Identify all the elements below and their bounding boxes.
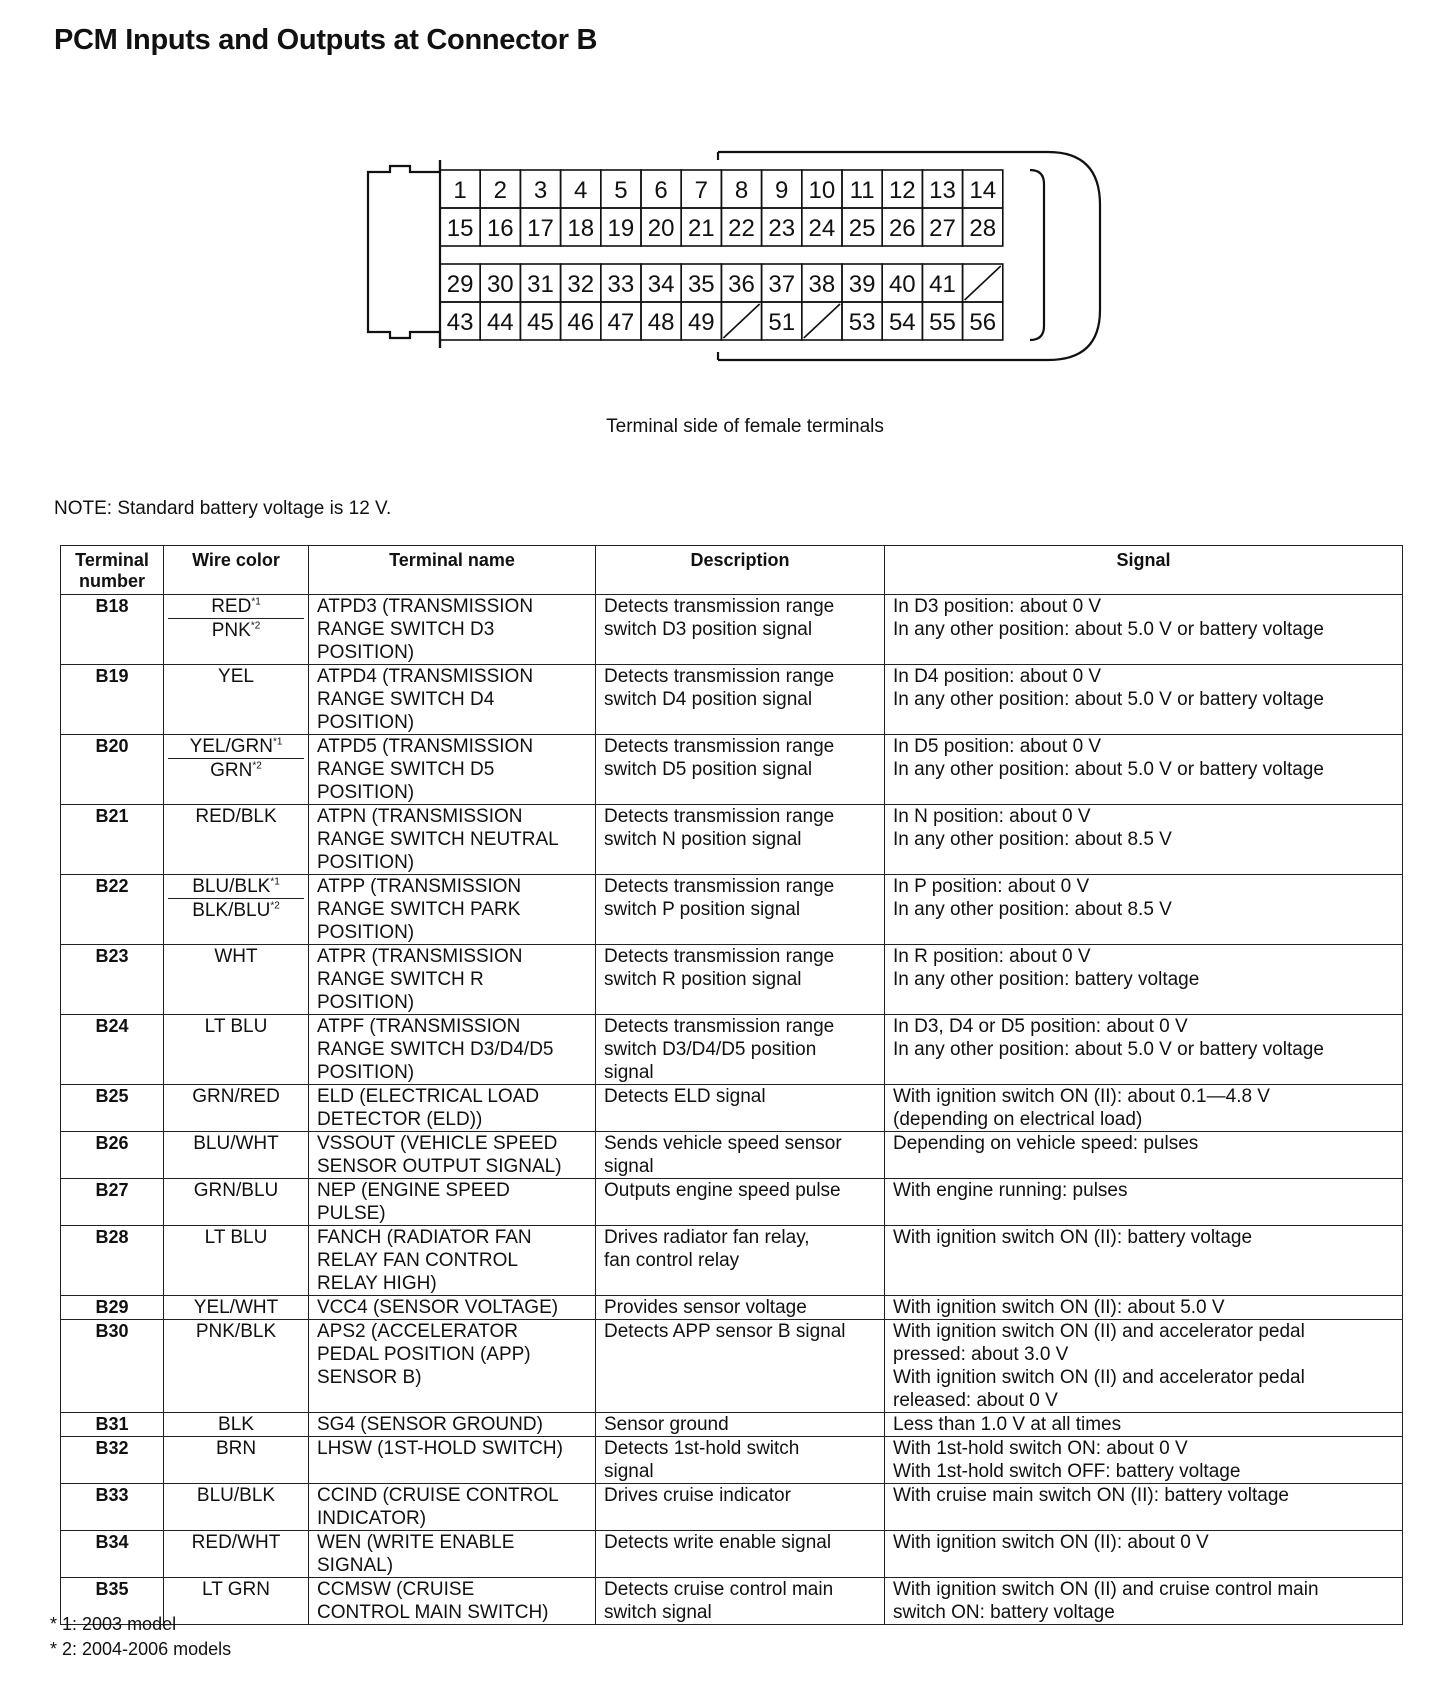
connector-pin-number: 54 (888, 309, 916, 336)
terminal-number-cell: B25 (61, 1085, 164, 1132)
connector-pin-number: 12 (888, 177, 916, 204)
description-cell: Detects 1st-hold switch signal (596, 1437, 885, 1484)
signal-cell: With ignition switch ON (II): about 0 V (885, 1531, 1403, 1578)
description-cell: Detects transmission range switch D4 position signal (596, 665, 885, 735)
table-row (61, 1179, 1403, 1226)
connector-pin-number: 53 (848, 309, 876, 336)
wire-color-value: LT GRN (202, 1579, 270, 1600)
wire-color-cell (164, 1484, 309, 1531)
description-cell: Detects write enable signal (596, 1531, 885, 1578)
description-cell: Detects cruise control main switch signal (596, 1578, 885, 1625)
wire-color-cell (164, 665, 309, 735)
connector-pin-number: 24 (808, 215, 836, 242)
connector-pin-number: 17 (527, 215, 554, 242)
battery-voltage-note: NOTE: Standard battery voltage is 12 V. (54, 498, 392, 519)
wire-color-cell (164, 1085, 309, 1132)
description-cell: Detects transmission range switch D3 position signal (596, 595, 885, 665)
wire-color-cell (164, 1132, 309, 1179)
wire-color-cell (164, 595, 309, 665)
unused-pin-slash (804, 304, 840, 338)
pcm-terminal-table (60, 545, 1403, 1625)
connector-pin-number: 43 (446, 309, 474, 336)
footnote-marker: *2 (270, 900, 280, 912)
terminal-name-cell: ATPN (TRANSMISSION RANGE SWITCH NEUTRAL POSITION) (309, 805, 596, 875)
connector-diagram (0, 0, 1456, 380)
wire-color-value: BRN (215, 1438, 257, 1459)
terminal-name-cell: NEP (ENGINE SPEED PULSE) (309, 1179, 596, 1226)
description-cell: Detects APP sensor B signal (596, 1320, 885, 1413)
connector-pin-number: 48 (647, 309, 675, 336)
terminal-number-cell: B22 (61, 875, 164, 945)
header-terminal-number: Terminal number (61, 546, 164, 595)
connector-pin-number: 47 (607, 309, 635, 336)
connector-pin-number: 18 (567, 215, 595, 242)
wire-color-value: GRN/BLU (193, 1180, 279, 1201)
connector-pin-number: 37 (768, 271, 796, 298)
terminal-number-cell: B32 (61, 1437, 164, 1484)
header-terminal-name: Terminal name (309, 546, 596, 595)
page-title: PCM Inputs and Outputs at Connector B (54, 24, 598, 56)
wire-color-value: YEL (218, 666, 254, 687)
terminal-number-cell: B30 (61, 1320, 164, 1413)
terminal-number-cell: B27 (61, 1179, 164, 1226)
connector-pin-number: 29 (446, 271, 474, 298)
connector-pin-number: 41 (929, 271, 956, 298)
description-cell: Detects transmission range switch N position signal (596, 805, 885, 875)
signal-cell: With ignition switch ON (II): battery voltage (885, 1226, 1403, 1296)
wire-color-cell (164, 1296, 309, 1320)
connector-pin-number: 14 (969, 177, 997, 204)
description-cell: Detects transmission range switch D3/D4/D5 position signal (596, 1015, 885, 1085)
header-description: Description (596, 546, 885, 595)
unused-pin-slash (723, 304, 759, 338)
signal-cell: With engine running: pulses (885, 1179, 1403, 1226)
connector-pin-grid (440, 170, 1003, 340)
connector-pin-number: 44 (486, 309, 514, 336)
header-signal: Signal (885, 546, 1403, 595)
connector-caption: Terminal side of female terminals (606, 416, 884, 437)
connector-pin-number: 23 (768, 215, 796, 242)
terminal-number-cell: B24 (61, 1015, 164, 1085)
connector-pin-number: 7 (694, 177, 708, 204)
description-cell: Outputs engine speed pulse (596, 1179, 885, 1226)
connector-pin-number: 13 (929, 177, 956, 204)
signal-cell: In R position: about 0 V In any other position: battery voltage (885, 945, 1403, 1015)
connector-pin-number: 34 (647, 271, 675, 298)
table-row (61, 665, 1403, 735)
connector-pin-number: 28 (969, 215, 997, 242)
description-cell: Detects transmission range switch D5 position signal (596, 735, 885, 805)
table-row (61, 875, 1403, 945)
description-cell: Sensor ground (596, 1413, 885, 1437)
connector-pin-number: 51 (768, 309, 796, 336)
terminal-number-cell: B23 (61, 945, 164, 1015)
connector-pin-number: 8 (734, 177, 749, 204)
terminal-number-cell: B18 (61, 595, 164, 665)
terminal-number-cell: B33 (61, 1484, 164, 1531)
connector-pin-number: 11 (849, 177, 875, 204)
wire-color-value: RED/WHT (191, 1532, 281, 1553)
description-cell: Drives cruise indicator (596, 1484, 885, 1531)
terminal-name-cell: VCC4 (SENSOR VOLTAGE) (309, 1296, 596, 1320)
table-row (61, 1132, 1403, 1179)
signal-cell: With ignition switch ON (II): about 0.1—4.8 V (depending on electrical load) (885, 1085, 1403, 1132)
terminal-number-cell: B26 (61, 1132, 164, 1179)
wire-color-value: GRN/RED (192, 1086, 280, 1107)
wire-color-cell (164, 1320, 309, 1413)
connector-pin-number: 20 (647, 215, 675, 242)
footnotes (50, 1612, 231, 1662)
wire-color-value: BLK/BLU$^{*2}$ (168, 898, 304, 922)
table-row (61, 1413, 1403, 1437)
table-row (61, 945, 1403, 1015)
connector-pin-number: 35 (687, 271, 715, 298)
wire-color-cell (164, 1226, 309, 1296)
wire-color-cell (164, 1531, 309, 1578)
wire-color-cell (164, 805, 309, 875)
connector-pin-number: 10 (808, 177, 836, 204)
connector-pin-number: 27 (929, 215, 956, 242)
table-row (61, 1320, 1403, 1413)
connector-pin-number: 21 (687, 215, 715, 242)
wire-color-cell (164, 1179, 309, 1226)
terminal-name-cell: SG4 (SENSOR GROUND) (309, 1413, 596, 1437)
footnote-marker: *1 (251, 596, 261, 608)
wire-color-value: YEL/WHT (193, 1297, 279, 1318)
connector-pin-number: 32 (567, 271, 595, 298)
signal-cell: With ignition switch ON (II): about 5.0 V (885, 1296, 1403, 1320)
terminal-name-cell: ATPR (TRANSMISSION RANGE SWITCH R POSITION) (309, 945, 596, 1015)
footnote-marker: *2 (250, 620, 261, 632)
connector-pin-number: 25 (848, 215, 876, 242)
signal-cell: In P position: about 0 V In any other position: about 8.5 V (885, 875, 1403, 945)
connector-pin-number: 55 (929, 309, 956, 336)
signal-cell: With ignition switch ON (II) and cruise control main switch ON: battery voltage (885, 1578, 1403, 1625)
table-row (61, 1226, 1403, 1296)
terminal-name-cell: CCIND (CRUISE CONTROL INDICATOR) (309, 1484, 596, 1531)
footnote-marker: *1 (272, 736, 283, 748)
connector-pin-number: 4 (574, 177, 588, 204)
connector-pin-number: 31 (527, 271, 554, 298)
wire-color-value: PNK$^{*2}$ (168, 618, 304, 642)
connector-pin-number: 6 (654, 177, 668, 204)
table-row (61, 1015, 1403, 1085)
wire-color-value: BLU/WHT (193, 1133, 279, 1154)
wire-color-value: BLU/BLK (196, 1485, 276, 1506)
wire-color-cell (164, 1413, 309, 1437)
wire-color-cell (164, 945, 309, 1015)
wire-color-value: WHT (214, 946, 258, 967)
connector-pin-number: 9 (775, 177, 789, 204)
table-row (61, 735, 1403, 805)
wire-color-value: LT BLU (204, 1016, 268, 1037)
footnote-1: * 1: 2003 model (50, 1614, 177, 1634)
connector-pin-number: 49 (687, 309, 715, 336)
connector-pin-number: 30 (486, 271, 514, 298)
signal-cell: With ignition switch ON (II) and accelerator pedal pressed: about 3.0 V With ignition switch ON (II) and accelerator pedal released: about 0 V (885, 1320, 1403, 1413)
wire-color-value: BLU/BLK$^{*1}$ (192, 876, 280, 897)
terminal-name-cell: ATPF (TRANSMISSION RANGE SWITCH D3/D4/D5 POSITION) (309, 1015, 596, 1085)
terminal-number-cell: B29 (61, 1296, 164, 1320)
description-cell: Detects ELD signal (596, 1085, 885, 1132)
wire-color-value: YEL/GRN$^{*1}$ (189, 736, 283, 757)
wire-color-value: RED/BLK (195, 806, 277, 827)
connector-pin-number: 40 (888, 271, 916, 298)
connector-pin-number: 39 (848, 271, 876, 298)
terminal-name-cell: ELD (ELECTRICAL LOAD DETECTOR (ELD)) (309, 1085, 596, 1132)
wire-color-value: GRN$^{*2}$ (168, 758, 304, 782)
terminal-name-cell: ATPD3 (TRANSMISSION RANGE SWITCH D3 POSITION) (309, 595, 596, 665)
connector-pin-number: 5 (614, 177, 628, 204)
table-row (61, 1484, 1403, 1531)
terminal-name-cell: LHSW (1ST-HOLD SWITCH) (309, 1437, 596, 1484)
terminal-number-cell: B20 (61, 735, 164, 805)
signal-cell: In D3, D4 or D5 position: about 0 V In any other position: about 5.0 V or battery voltage (885, 1015, 1403, 1085)
signal-cell: With 1st-hold switch ON: about 0 V With 1st-hold switch OFF: battery voltage (885, 1437, 1403, 1484)
signal-cell: In D4 position: about 0 V In any other position: about 5.0 V or battery voltage (885, 665, 1403, 735)
terminal-name-cell: WEN (WRITE ENABLE SIGNAL) (309, 1531, 596, 1578)
terminal-name-cell: APS2 (ACCELERATOR PEDAL POSITION (APP) SENSOR B) (309, 1320, 596, 1413)
footnote-marker: *1 (270, 876, 280, 888)
unused-pin-slash (965, 266, 1001, 300)
wire-color-cell (164, 735, 309, 805)
header-wire-color: Wire color (164, 546, 309, 595)
terminal-number-cell: B19 (61, 665, 164, 735)
table-row (61, 595, 1403, 665)
wire-color-value: LT BLU (204, 1227, 268, 1248)
connector-pin-number: 38 (808, 271, 836, 298)
signal-cell: Depending on vehicle speed: pulses (885, 1132, 1403, 1179)
signal-cell: With cruise main switch ON (II): battery voltage (885, 1484, 1403, 1531)
wire-color-value: RED$^{*1}$ (211, 596, 261, 617)
connector-pin-number: 46 (567, 309, 595, 336)
terminal-number-cell: B21 (61, 805, 164, 875)
terminal-number-cell: B35 (61, 1578, 164, 1625)
connector-pin-number: 36 (728, 271, 755, 298)
wire-color-cell (164, 1015, 309, 1085)
footnote-2: * 2: 2004-2006 models (50, 1639, 232, 1659)
table-row (61, 805, 1403, 875)
terminal-number-cell: B31 (61, 1413, 164, 1437)
terminal-name-cell: CCMSW (CRUISE CONTROL MAIN SWITCH) (309, 1578, 596, 1625)
connector-pin-number: 3 (533, 177, 548, 204)
signal-cell: Less than 1.0 V at all times (885, 1413, 1403, 1437)
connector-pin-number: 45 (527, 309, 554, 336)
connector-pin-number: 16 (486, 215, 514, 242)
signal-cell: In D3 position: about 0 V In any other position: about 5.0 V or battery voltage (885, 595, 1403, 665)
table-header-row (61, 546, 1403, 595)
footnote-marker: *2 (252, 760, 262, 772)
connector-pin-number: 22 (728, 215, 755, 242)
terminal-name-cell: VSSOUT (VEHICLE SPEED SENSOR OUTPUT SIGNAL) (309, 1132, 596, 1179)
table-row (61, 1437, 1403, 1484)
terminal-number-cell: B34 (61, 1531, 164, 1578)
connector-pin-number: 15 (446, 215, 474, 242)
table-row (61, 1578, 1403, 1625)
description-cell: Sends vehicle speed sensor signal (596, 1132, 885, 1179)
description-cell: Drives radiator fan relay, fan control relay (596, 1226, 885, 1296)
description-cell: Detects transmission range switch P position signal (596, 875, 885, 945)
connector-pin-number: 56 (969, 309, 997, 336)
signal-cell: In N position: about 0 V In any other position: about 8.5 V (885, 805, 1403, 875)
wire-color-value: BLK (218, 1414, 254, 1435)
terminal-name-cell: ATPD4 (TRANSMISSION RANGE SWITCH D4 POSITION) (309, 665, 596, 735)
table-row (61, 1085, 1403, 1132)
wire-color-cell (164, 875, 309, 945)
description-cell: Provides sensor voltage (596, 1296, 885, 1320)
connector-pin-number: 26 (888, 215, 916, 242)
terminal-name-cell: ATPD5 (TRANSMISSION RANGE SWITCH D5 POSITION) (309, 735, 596, 805)
table-body (61, 595, 1403, 1625)
description-cell: Detects transmission range switch R position signal (596, 945, 885, 1015)
terminal-number-cell: B28 (61, 1226, 164, 1296)
signal-cell: In D5 position: about 0 V In any other position: about 5.0 V or battery voltage (885, 735, 1403, 805)
table-row (61, 1531, 1403, 1578)
connector-pin-number: 33 (607, 271, 635, 298)
connector-pin-number: 19 (607, 215, 635, 242)
terminal-name-cell: FANCH (RADIATOR FAN RELAY FAN CONTROL RELAY HIGH) (309, 1226, 596, 1296)
terminal-name-cell: ATPP (TRANSMISSION RANGE SWITCH PARK POSITION) (309, 875, 596, 945)
connector-pin-number: 1 (453, 177, 467, 204)
table-row (61, 1296, 1403, 1320)
wire-color-cell (164, 1437, 309, 1484)
wire-color-value: PNK/BLK (195, 1321, 277, 1342)
connector-pin-number: 2 (493, 177, 507, 204)
